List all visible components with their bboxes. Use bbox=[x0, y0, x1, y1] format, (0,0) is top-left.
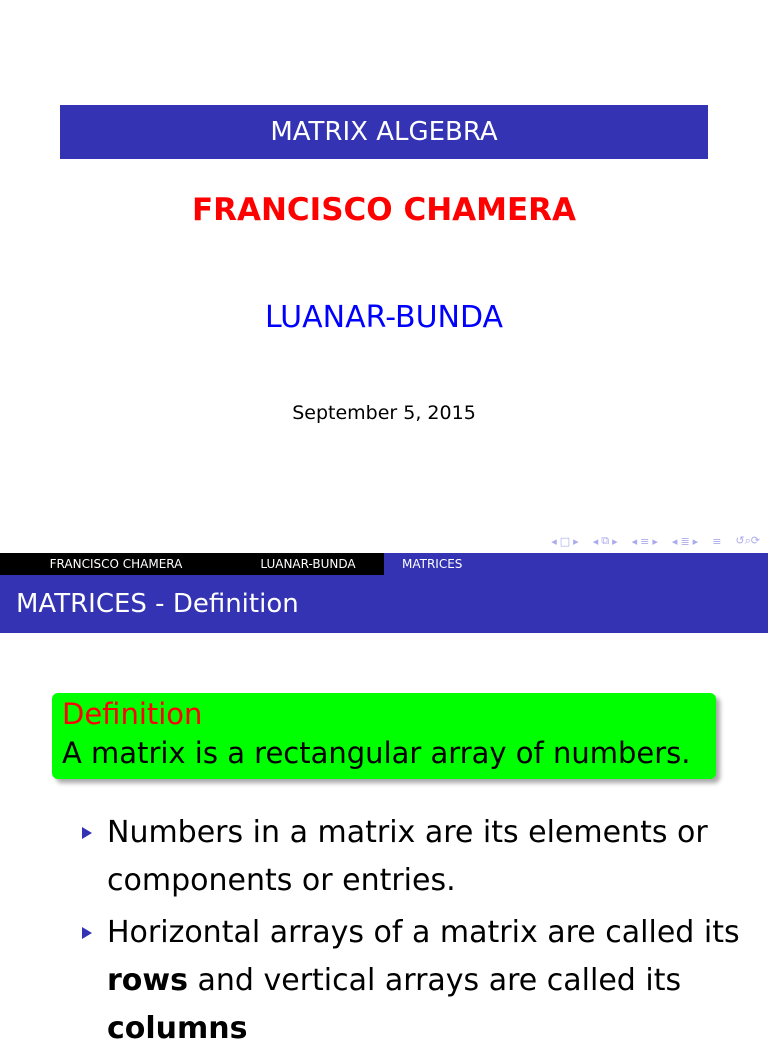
list-item: Numbers in a matrix are its elements or components or entries. bbox=[80, 809, 750, 905]
slide-icon[interactable]: ≣ bbox=[680, 534, 690, 548]
author-name: FRANCISCO CHAMERA bbox=[191, 192, 577, 228]
section-icon[interactable]: ≡ bbox=[640, 534, 650, 548]
presentation-title: MATRIX ALGEBRA bbox=[270, 117, 498, 147]
nav-prev-subsection-icon[interactable]: ◂ bbox=[592, 534, 599, 548]
headline-section[interactable]: MATRICES bbox=[384, 553, 768, 575]
bullet-arrow-icon bbox=[82, 927, 92, 939]
search-icon[interactable]: ↺⌕⟳ bbox=[735, 534, 760, 547]
presentation-title-bar bbox=[60, 105, 708, 159]
columns-term: columns bbox=[107, 1011, 248, 1046]
institute-name: LUANAR-BUNDA bbox=[264, 300, 504, 335]
headline-institute[interactable]: LUANAR-BUNDA bbox=[232, 553, 384, 575]
headline-author[interactable]: FRANCISCO CHAMERA bbox=[0, 553, 232, 575]
presentation-date: September 5, 2015 bbox=[292, 402, 476, 424]
align-icon[interactable]: ≡ bbox=[712, 534, 722, 548]
bullet-arrow-icon bbox=[82, 827, 92, 839]
rows-term: rows bbox=[107, 963, 188, 998]
subsection-icon[interactable]: ⧉ bbox=[601, 534, 610, 547]
nav-next-section-icon[interactable]: ▸ bbox=[652, 534, 658, 548]
nav-next-frame-icon[interactable]: ▸ bbox=[573, 534, 579, 548]
slide-headline bbox=[0, 553, 768, 575]
definition-slide bbox=[0, 553, 768, 1046]
definition-body: A matrix is a rectangular array of numbers. bbox=[62, 736, 691, 770]
definition-block bbox=[52, 693, 716, 779]
list-item: Horizontal arrays of a matrix are called its rows and vertical arrays are called its columns bbox=[80, 909, 750, 1053]
beamer-navigation-bar[interactable] bbox=[551, 534, 760, 548]
frame-icon[interactable]: □ bbox=[559, 534, 571, 548]
nav-next-subsection-icon[interactable]: ▸ bbox=[612, 534, 618, 548]
bullet-list bbox=[80, 809, 750, 1057]
nav-prev-section-icon[interactable]: ◂ bbox=[631, 534, 638, 548]
nav-prev-slide-icon[interactable]: ◂ bbox=[671, 534, 678, 548]
frame-title: MATRICES - Definition bbox=[0, 575, 768, 633]
nav-next-slide-icon[interactable]: ▸ bbox=[692, 534, 699, 548]
nav-prev-frame-icon[interactable]: ◂ bbox=[551, 534, 557, 548]
definition-title: Definition bbox=[62, 697, 203, 731]
